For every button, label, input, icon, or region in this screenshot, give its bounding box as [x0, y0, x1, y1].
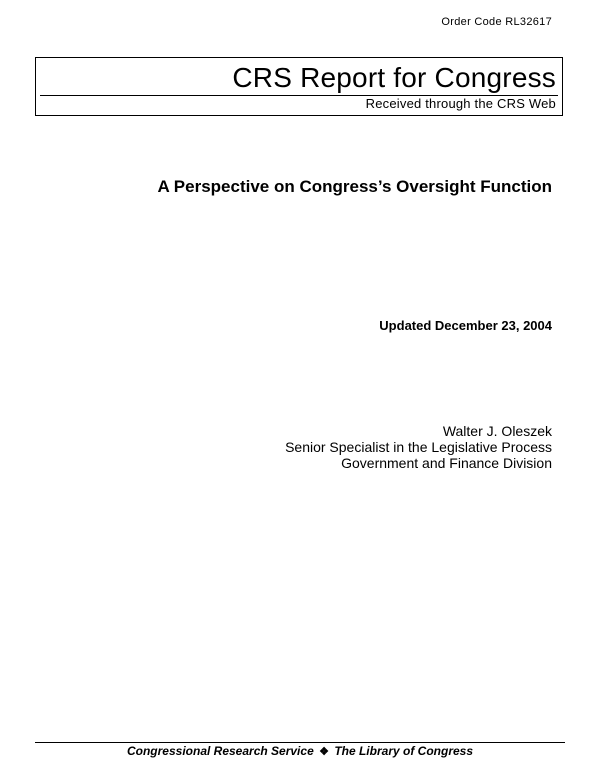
footer-library: The Library of Congress — [334, 744, 474, 758]
author-block — [285, 423, 552, 471]
report-banner — [35, 57, 563, 116]
report-title: A Perspective on Congress’s Oversight Function — [157, 177, 552, 196]
author-position: Senior Specialist in the Legislative Process — [285, 439, 552, 455]
author-name: Walter J. Oleszek — [442, 423, 552, 439]
footer-divider — [35, 742, 565, 743]
footer-organization: Congressional Research Service — [126, 744, 314, 758]
order-code: Order Code RL32617 — [441, 16, 552, 28]
footer — [0, 744, 600, 758]
banner-title: CRS Report for Congress — [232, 62, 556, 93]
author-division: Government and Finance Division — [341, 455, 552, 471]
banner-subtitle: Received through the CRS Web — [365, 96, 556, 111]
footer-separator-icon: ❖ — [319, 746, 329, 758]
updated-date: Updated December 23, 2004 — [379, 318, 552, 333]
